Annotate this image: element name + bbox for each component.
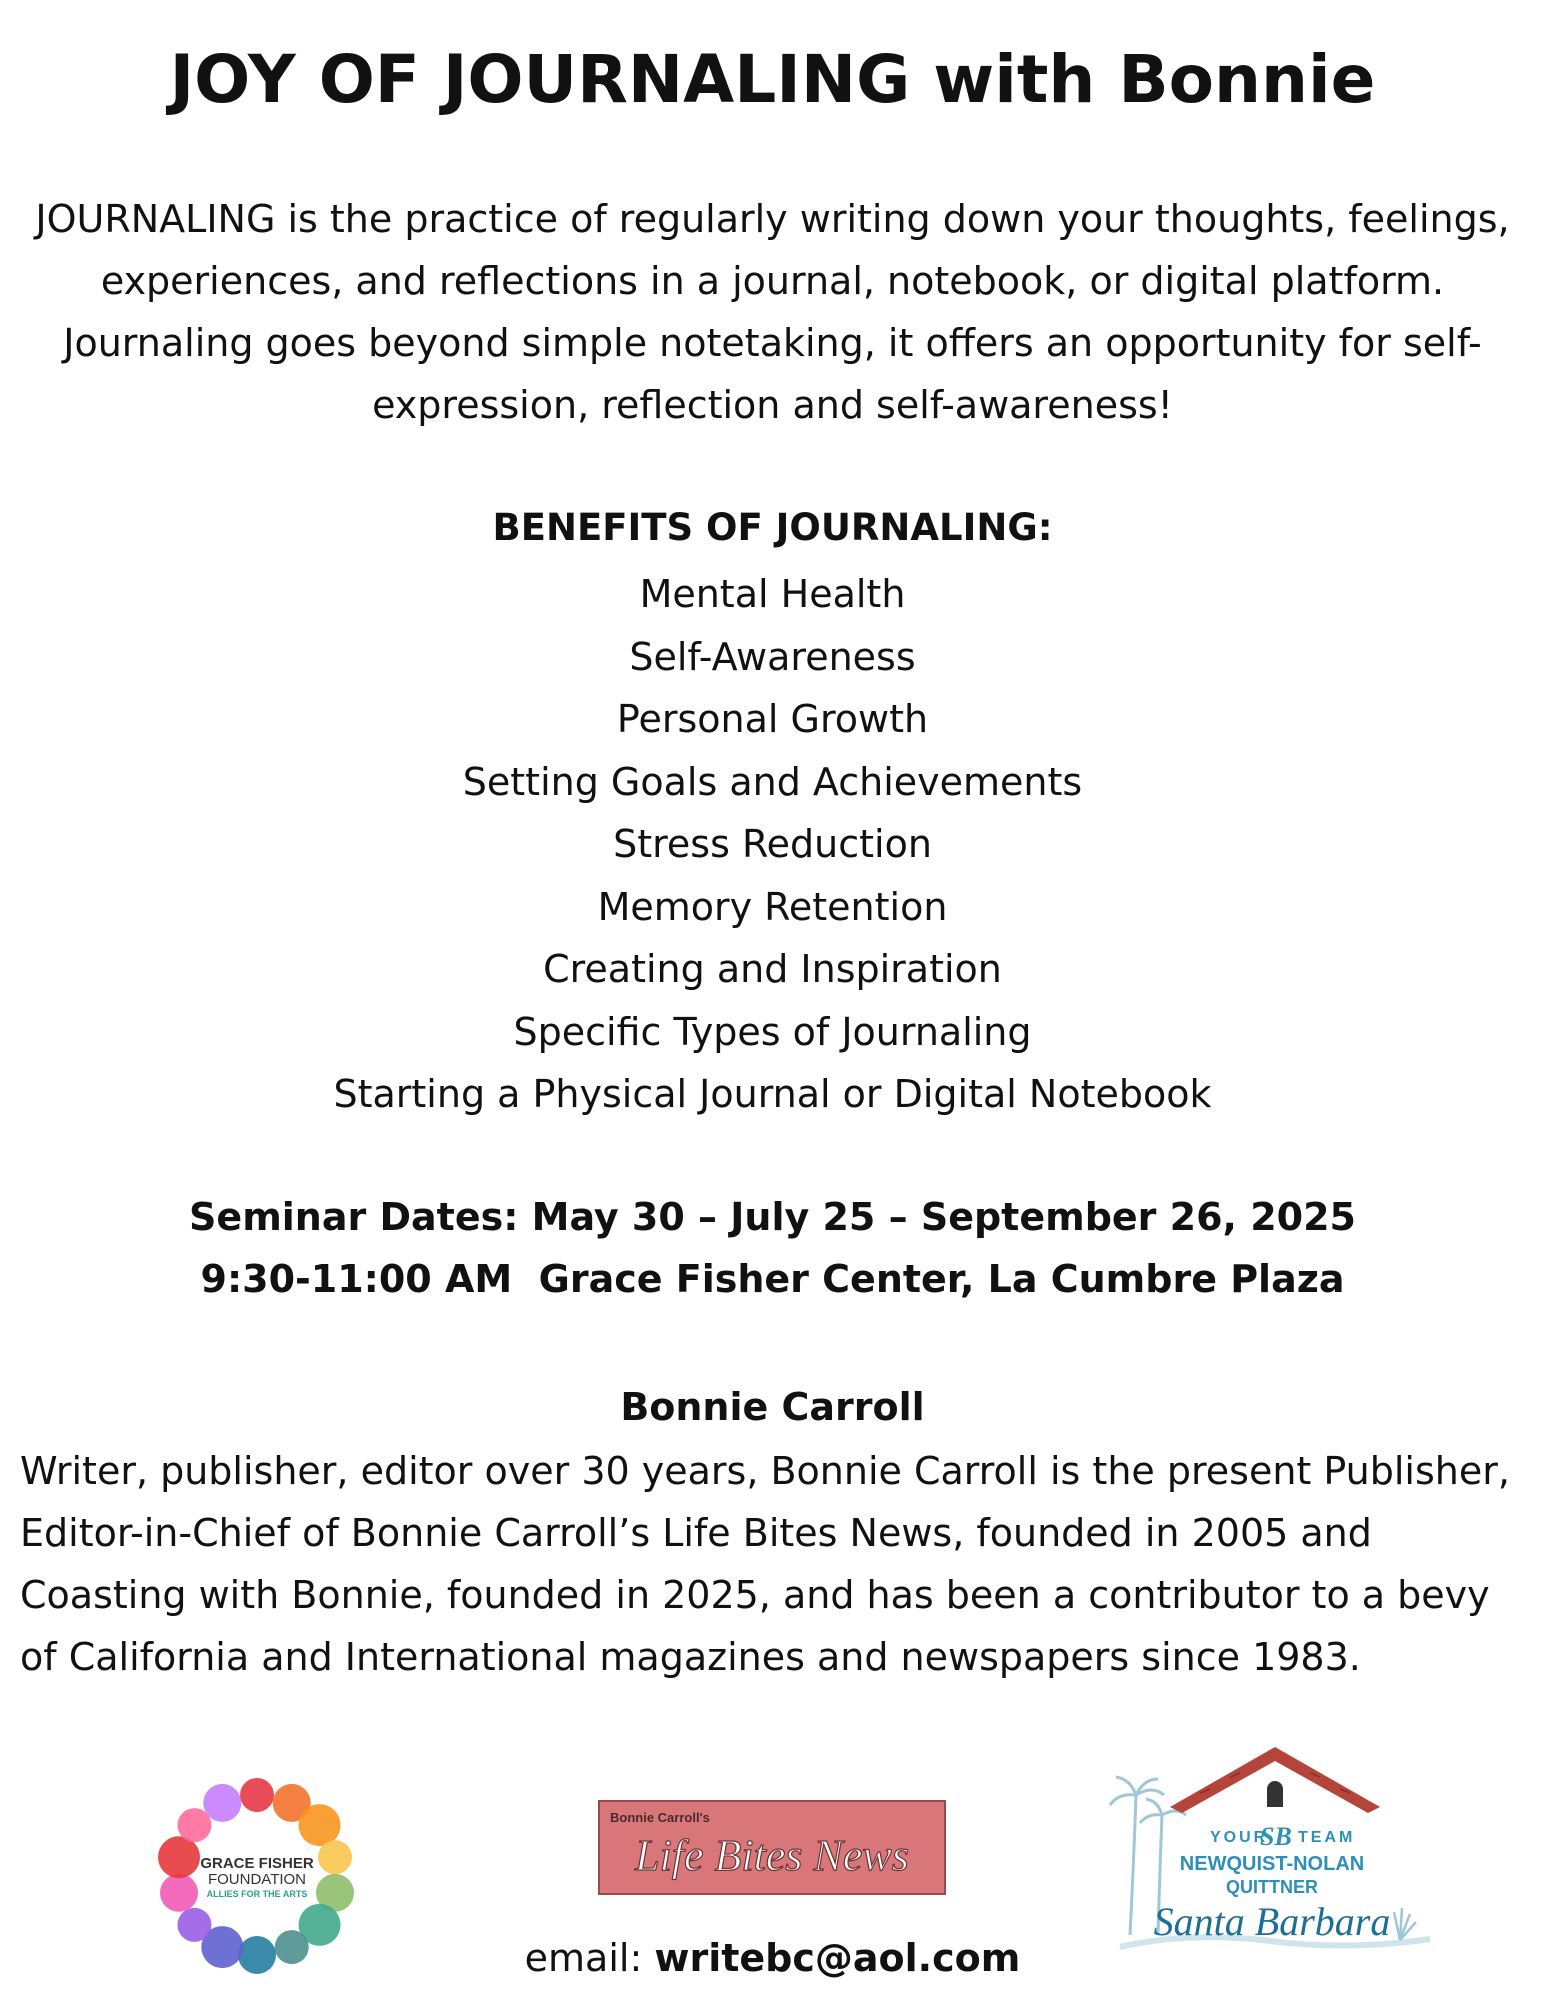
paint-splash-icon xyxy=(299,1804,341,1846)
benefit-item: Specific Types of Journaling xyxy=(513,1009,1032,1054)
benefit-item: Creating and Inspiration xyxy=(543,947,1002,991)
seminar-info xyxy=(0,1186,1545,1310)
contact-email xyxy=(0,1928,1545,1988)
benefit-item: Self-Awareness xyxy=(629,634,916,679)
benefit-item: Mental Health xyxy=(639,572,906,616)
email-link[interactable]: writebc@aol.com xyxy=(654,1936,1021,1980)
team-logo-city: Santa Barbara xyxy=(1153,1899,1391,1944)
grace-fisher-logo-line3: ALLIES FOR THE ARTS xyxy=(206,1889,308,1899)
paint-splash-icon xyxy=(160,1874,198,1912)
intro-paragraph: JOURNALING is the practice of regularly writing down your thoughts, feelings, experiences, and reflections in a journal, notebook, or digital platform. Journaling goes beyond simple notetaking, it offers an opportunity for self-expression, reflection and self-awareness! xyxy=(35,197,1510,427)
benefit-item: Memory Retention xyxy=(597,884,948,929)
benefit-item: Setting Goals and Achievements xyxy=(462,759,1083,804)
benefit-item: Stress Reduction xyxy=(613,822,932,866)
author-bio: Writer, publisher, editor over 30 years, Bonnie Carroll is the present Publisher, Editor-in-Chief of Bonnie Carroll’s Life Bites News, founded in 2005 and Coasting with Bonnie, founded in 2025, and has been a contributor to a bevy of California and International magazines and newspapers since 1983. xyxy=(20,1449,1510,1679)
page-title: JOY OF JOURNALING with Bonnie xyxy=(169,41,1376,118)
author-name: Bonnie Carroll xyxy=(620,1385,925,1429)
grace-fisher-logo-line1: GRACE FISHER xyxy=(200,1855,314,1872)
paint-splash-icon xyxy=(158,1836,200,1878)
team-logo-your: YOUR xyxy=(1210,1829,1269,1846)
team-logo-sb: SB xyxy=(1260,1822,1292,1851)
life-bites-logo-main: Life Bites News xyxy=(635,1831,909,1880)
benefit-item: Starting a Physical Journal or Digital Notebook xyxy=(333,1072,1212,1116)
email-label: email: xyxy=(524,1936,643,1980)
seminar-time-location: 9:30-11:00 AM Grace Fisher Center, La Cumbre Plaza xyxy=(200,1257,1345,1301)
life-bites-news-logo xyxy=(598,1800,946,1895)
team-logo-team: TEAM xyxy=(1298,1829,1356,1846)
team-logo-names1: NEWQUIST-NOLAN xyxy=(1179,1853,1365,1875)
benefit-item: Personal Growth xyxy=(616,697,929,741)
benefits-heading: BENEFITS OF JOURNALING: xyxy=(492,506,1053,549)
paint-splash-icon xyxy=(318,1840,352,1874)
seminar-dates: Seminar Dates: May 30 – July 25 – September 26, 2025 xyxy=(189,1195,1356,1239)
grace-fisher-logo-line2: FOUNDATION xyxy=(207,1871,307,1888)
paint-splash-icon xyxy=(240,1778,274,1812)
window-icon xyxy=(1267,1781,1283,1807)
paint-splash-icon xyxy=(203,1784,241,1822)
benefits-list xyxy=(0,563,1545,1126)
life-bites-logo-top: Bonnie Carroll's xyxy=(610,1810,710,1825)
team-logo-names2: QUITTNER xyxy=(1226,1877,1318,1897)
